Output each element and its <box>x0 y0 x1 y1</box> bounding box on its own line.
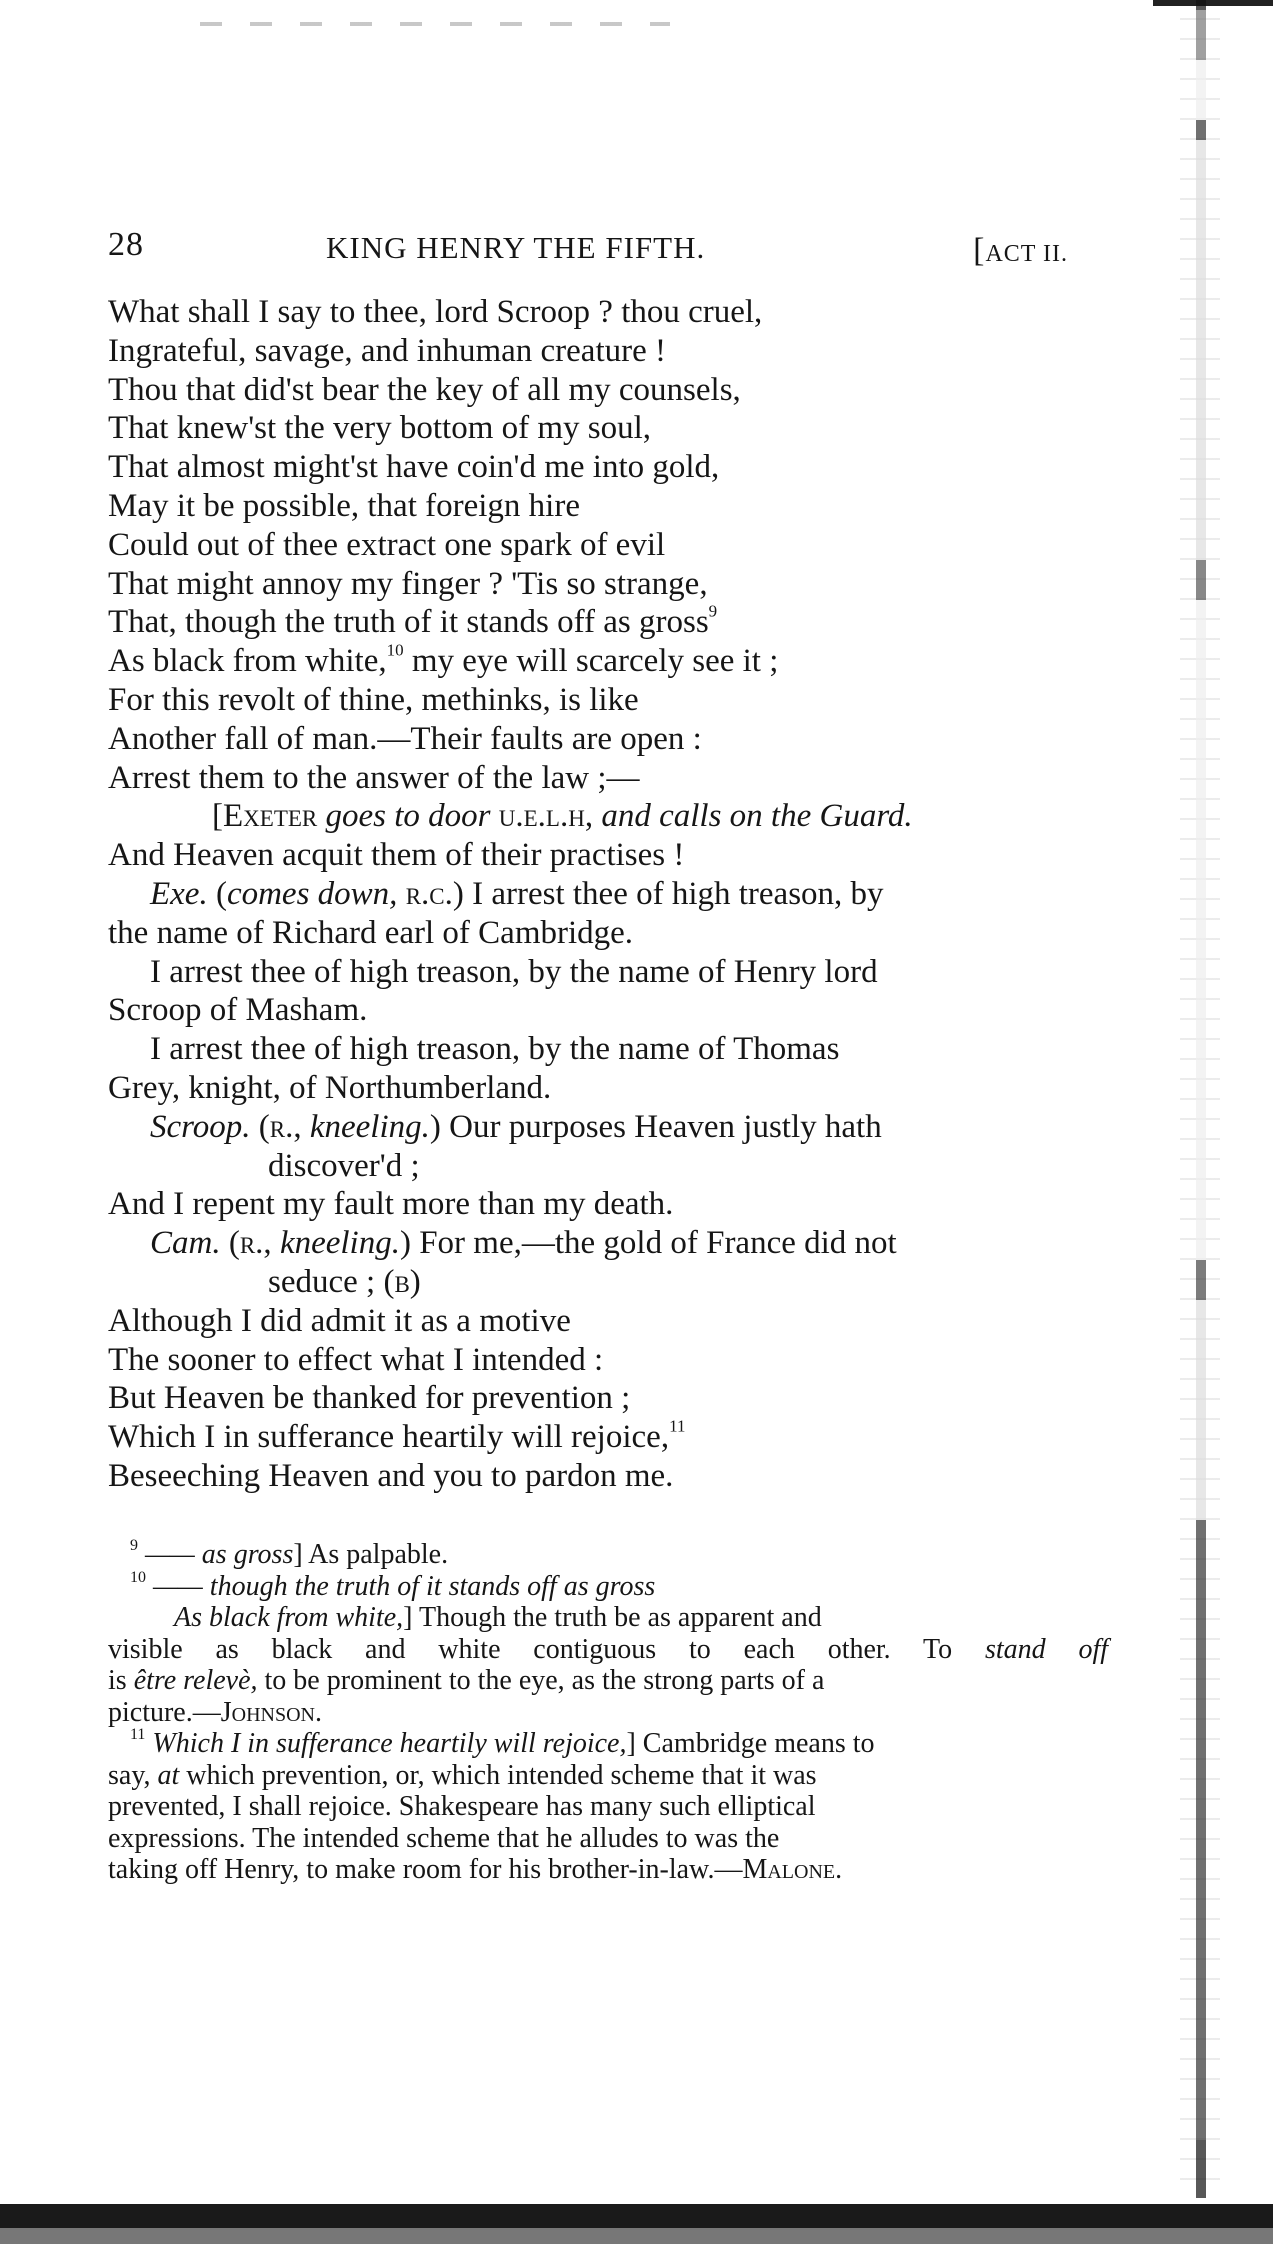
footnote-line: expressions. The intended scheme that he alludes to was the <box>108 1822 780 1854</box>
speech-line: I arrest thee of high treason, by the name of Henry lord <box>150 953 878 990</box>
speaker-name: Exe. <box>150 875 208 912</box>
act-label: [ACT II. <box>973 232 1068 269</box>
footnote: $^{11}$ Which I in sufferance heartily will rejoice,] Cambridge means to <box>130 1726 875 1759</box>
verse-line: Grey, knight, of Northumberland. <box>108 1069 552 1106</box>
verse-line: Could out of thee extract one spark of evil <box>108 526 666 563</box>
verse-line: That knew'st the very bottom of my soul, <box>108 410 652 447</box>
verse-line: discover'd ; <box>268 1147 420 1184</box>
page-binding-edge <box>1196 0 1206 2244</box>
footnotes <box>108 1539 1108 1886</box>
scan-artifact-bottom-edge <box>0 2198 1273 2244</box>
footnote-ref: 11 <box>669 1416 686 1436</box>
verse-line: The sooner to effect what I intended : <box>108 1341 604 1378</box>
verse-line: Although I did admit it as a motive <box>108 1302 571 1339</box>
running-title: KING HENRY THE FIFTH. <box>326 230 706 265</box>
speaker-name: Cam. <box>150 1225 221 1262</box>
footnote: $^{10}$ —— though the truth of it stands off as gross <box>130 1568 656 1602</box>
verse-line: That might annoy my finger ? 'Tis so strange, <box>108 565 708 602</box>
verse-line: May it be possible, that foreign hire <box>108 487 580 524</box>
page-number: 28 <box>108 226 144 263</box>
footnote-line: As black from white,] Though the truth be as apparent and <box>174 1602 822 1633</box>
speech-line: I arrest thee of high treason, by the name of Thomas <box>150 1031 840 1068</box>
verse-line: the name of Richard earl of Cambridge. <box>108 914 634 951</box>
verse-line: Which I in sufferance heartily will rejoice,$^{11}$ <box>108 1416 686 1456</box>
verse-line: That, though the truth of it stands off as gross$^9$ <box>108 602 718 641</box>
verse-line: But Heaven be thanked for prevention ; <box>108 1380 631 1417</box>
speech-line: Scroop. (r., kneeling.) Our purposes Heaven justly hath <box>150 1108 882 1145</box>
speaker-name: Scroop. <box>150 1108 251 1145</box>
verse-line: seduce ; (b) <box>268 1263 421 1300</box>
verse-line: Thou that did'st bear the key of all my counsels, <box>108 371 741 408</box>
verse-line: Another fall of man.—Their faults are open : <box>108 720 702 757</box>
footnote-ref: 10 <box>386 640 404 660</box>
verse-line: Scroop of Masham. <box>108 992 368 1029</box>
speech-line: Exe. (comes down, r.c.) I arrest thee of high treason, by <box>150 875 884 912</box>
speech-line: Cam. (r., kneeling.) For me,—the gold of France did not <box>150 1225 897 1262</box>
footnote: $^9$ —— as gross] As palpable. <box>130 1537 449 1570</box>
verse-line: That almost might'st have coin'd me into gold, <box>108 449 720 486</box>
verse-line: And I repent my fault more than my death. <box>108 1186 674 1223</box>
footnote-line: picture.—Johnson. <box>108 1696 322 1728</box>
verse-line: Arrest them to the answer of the law ;— <box>108 759 640 796</box>
running-head <box>108 226 1068 270</box>
verse-line: Ingrateful, savage, and inhuman creature ! <box>108 332 666 369</box>
verse-line: What shall I say to thee, lord Scroop ? thou cruel, <box>108 294 763 330</box>
footnote-line: is être relevè, to be prominent to the eye, as the strong parts of a <box>108 1665 825 1696</box>
footnote-line: visible as black and white contiguous to each other. To stand off <box>108 1633 1108 1665</box>
footnote-ref: 9 <box>708 602 718 622</box>
footnote-line: say, at which prevention, or, which intended scheme that it was <box>108 1759 817 1791</box>
verse-line: Beseeching Heaven and you to pardon me. <box>108 1457 674 1494</box>
stage-direction: [Exeter goes to door u.e.l.h, and calls on the Guard. <box>212 798 913 835</box>
footnote-line: taking off Henry, to make room for his brother-in-law.—Malone. <box>108 1854 843 1885</box>
verse-line: And Heaven acquit them of their practises ! <box>108 837 685 874</box>
scan-artifact-dashes <box>200 22 670 26</box>
verse-text <box>108 293 1108 1496</box>
footnote-line: prevented, I shall rejoice. Shakespeare has many such elliptical <box>108 1791 816 1822</box>
verse-line: For this revolt of thine, methinks, is like <box>108 681 639 718</box>
verse-line: As black from white,$^{10}$ my eye will scarcely see it ; <box>108 640 779 680</box>
